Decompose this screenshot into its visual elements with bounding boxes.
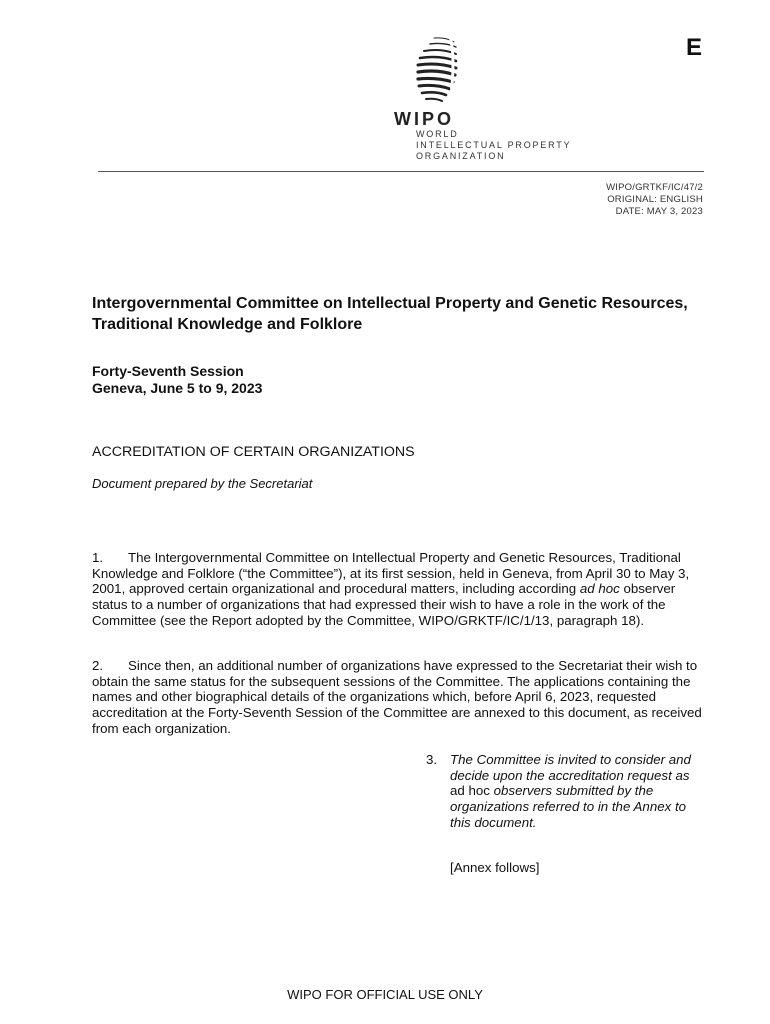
paragraph-number: 2. <box>92 658 104 673</box>
paragraph-2 <box>92 658 702 737</box>
decision-text-italic: The Committee is invited to consider and decide upon the accreditation request as <box>450 752 691 783</box>
paragraph-number: 1. <box>92 550 104 565</box>
original-language: ORIGINAL: ENGLISH <box>607 194 703 205</box>
decision-paragraph <box>426 752 696 831</box>
document-symbol: WIPO/GRTKF/IC/47/2 <box>606 182 703 193</box>
document-title: ACCREDITATION OF CERTAIN ORGANIZATIONS <box>92 444 415 460</box>
paragraph-1 <box>92 550 702 629</box>
paragraph-text: Since then, an additional number of organizations have expressed to the Secretariat their wish to obtain the same status for the subsequent sessions of the Committee. The applications containing the names and other biographical details of the organizations which, before April 6, 2023, requested accreditation at the Forty-Seventh Session of the Committee are annexed to this document, as received from each organization. <box>92 658 702 736</box>
session-name: Forty-Seventh Session <box>92 363 244 379</box>
paragraph-text: The Intergovernmental Committee on Intellectual Property and Genetic Resources, Traditional Knowledge and Folklore (“the Committee”), at its first session, held in Geneva, from April 30 to May 3, 2001, approved certain organizational and procedural matters, including according <box>92 550 690 597</box>
wipo-emblem-icon <box>410 34 462 108</box>
logo-line-organization: ORGANIZATION <box>416 151 506 161</box>
logo-line-world: WORLD <box>416 129 459 139</box>
session-place-date: Geneva, June 5 to 9, 2023 <box>92 380 263 396</box>
wipo-logo-name: WIPO <box>394 109 454 129</box>
logo-line-ip: INTELLECTUAL PROPERTY <box>416 140 572 150</box>
decision-text-italic-end: observers submitted by the organizations referred to in the Annex to this document. <box>450 783 687 830</box>
annex-note: [Annex follows] <box>450 860 540 875</box>
footer-classification: WIPO FOR OFFICIAL USE ONLY <box>287 987 483 1002</box>
decision-text-normal: ad hoc <box>450 783 490 799</box>
language-code: E <box>686 34 703 61</box>
prepared-by: Document prepared by the Secretariat <box>92 476 313 491</box>
decision-number: 3. <box>426 752 438 767</box>
document-meta <box>606 182 703 218</box>
header-divider <box>98 171 704 172</box>
paragraph-italic: ad hoc <box>579 581 620 597</box>
session-info <box>92 363 262 397</box>
document-date: DATE: MAY 3, 2023 <box>615 206 703 217</box>
paragraph-text-end: observer status to a number of organizations that had expressed their wish to have a role in the work of the Committee (see the Report adopted by the Committee, WIPO/GRKTF/IC/1/13, paragraph 18). <box>92 581 676 628</box>
committee-title: Intergovernmental Committee on Intellectual Property and Genetic Resources, Traditional Knowledge and Folklore <box>92 295 688 333</box>
